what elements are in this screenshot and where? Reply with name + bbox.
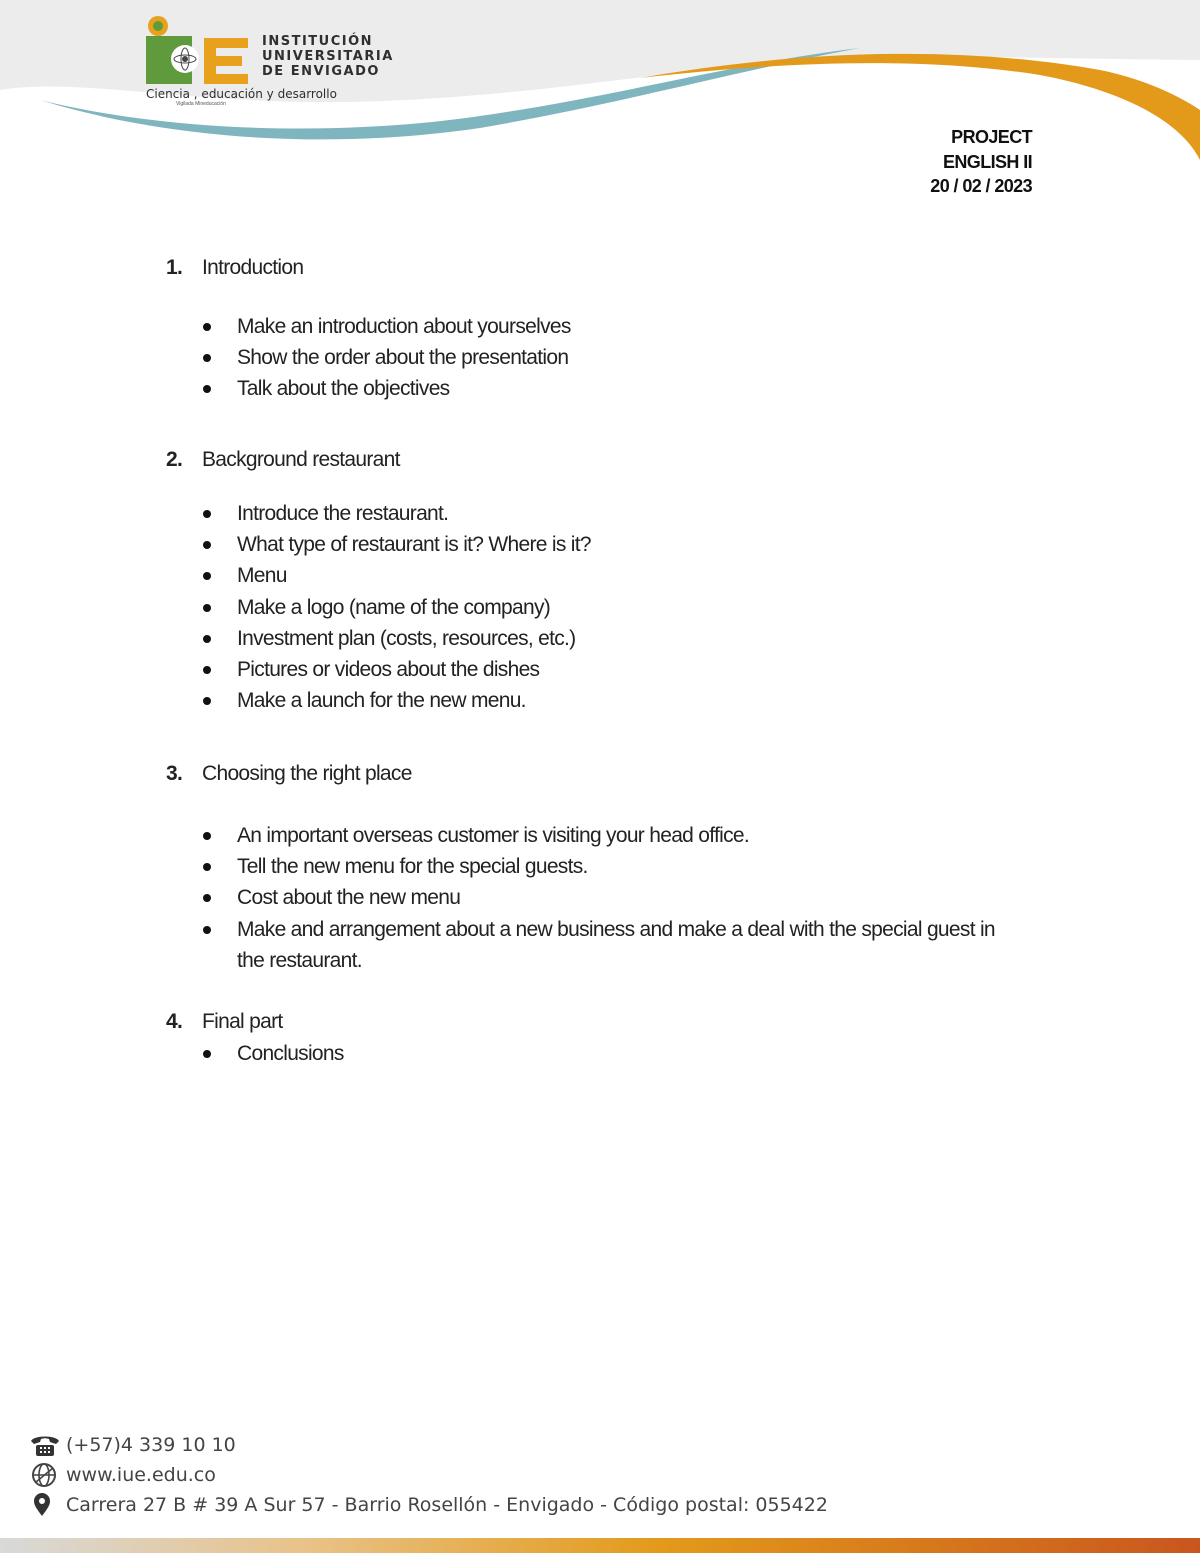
list-item-text: Introduce the restaurant.: [237, 502, 449, 525]
list-item: [200, 498, 591, 529]
section-1-list: [200, 311, 571, 405]
section-number: 4.: [166, 1010, 183, 1033]
list-item-text: Tell the new menu for the special guests.: [237, 855, 588, 879]
section-number: 1.: [166, 256, 183, 279]
list-item-text: Make and arrangement about a new business and make a deal with the special guest in the restaurant.: [237, 917, 995, 972]
bullet-icon: [203, 894, 211, 902]
list-item: [200, 592, 591, 623]
bullet-icon: [203, 604, 211, 612]
institution-name: [262, 34, 394, 79]
bullet-icon: [203, 666, 211, 674]
list-item: [200, 342, 571, 373]
list-item: [200, 623, 591, 654]
location-pin-icon: [28, 1492, 62, 1518]
section-title: Background restaurant: [202, 448, 400, 471]
logo-tagline: Ciencia , educación y desarrollo: [146, 87, 337, 101]
bullet-icon: [203, 541, 211, 549]
list-item: [200, 560, 591, 591]
section-2-list: [200, 498, 591, 716]
list-item-text: An important overseas customer is visiting your head office.: [237, 824, 750, 847]
doc-title-line-1: PROJECT: [951, 127, 1032, 147]
list-item: [200, 882, 997, 913]
bullet-icon: [203, 832, 211, 840]
list-item-text: Menu: [237, 564, 287, 588]
list-item: [200, 311, 571, 342]
section-number: 3.: [166, 762, 183, 785]
list-item: [200, 820, 997, 851]
institution-name-line-2: UNIVERSITARIA: [262, 49, 394, 64]
section-title: Introduction: [202, 256, 304, 279]
phone-number: (+57)4 339 10 10: [66, 1434, 236, 1456]
list-item: [200, 685, 591, 716]
institution-name-line-3: DE ENVIGADO: [262, 64, 380, 79]
section-heading-2: [166, 448, 400, 472]
logo-subtagline: Vigilada Mineducación: [176, 101, 226, 107]
list-item: [200, 851, 997, 882]
footer-color-bar: [0, 1538, 1200, 1553]
document-meta: [930, 125, 1032, 199]
section-heading-1: [166, 256, 303, 280]
phone-icon: [28, 1432, 62, 1458]
bullet-icon: [203, 697, 211, 705]
footer-contact: [28, 1430, 828, 1520]
section-title: Final part: [202, 1010, 283, 1033]
website-link[interactable]: www.iue.edu.co: [66, 1464, 216, 1486]
doc-date: 20 / 02 / 2023: [930, 176, 1032, 196]
list-item-text: What type of restaurant is it? Where is it?: [237, 533, 591, 557]
section-3-list: [200, 820, 997, 976]
bullet-icon: [203, 863, 211, 871]
bullet-icon: [203, 572, 211, 580]
bullet-icon: [203, 385, 211, 393]
list-item-text: Cost about the new menu: [237, 886, 461, 910]
list-item: [200, 529, 591, 560]
bullet-icon: [203, 635, 211, 643]
section-heading-3: [166, 762, 412, 786]
footer-phone: [28, 1430, 828, 1460]
list-item: [200, 654, 591, 685]
bullet-icon: [203, 510, 211, 518]
list-item-text: Make a logo (name of the company): [237, 595, 551, 619]
section-title: Choosing the right place: [202, 762, 412, 785]
list-item-text: Make a launch for the new menu.: [237, 689, 526, 713]
institution-name-line-1: INSTITUCIÓN: [262, 34, 374, 49]
bullet-icon: [203, 926, 211, 934]
list-item-text: Show the order about the presentation: [237, 346, 569, 370]
list-item-text: Investment plan (costs, resources, etc.): [237, 626, 576, 650]
doc-title-line-2: ENGLISH II: [942, 151, 1032, 172]
bullet-icon: [203, 1050, 211, 1058]
list-item: [200, 1038, 344, 1069]
list-item-text: Make an introduction about yourselves: [237, 315, 571, 338]
bullet-icon: [203, 323, 211, 331]
footer-address: [28, 1490, 828, 1520]
list-item: [200, 914, 997, 976]
list-item-text: Talk about the objectives: [237, 377, 450, 401]
globe-icon: [28, 1462, 62, 1488]
section-number: 2.: [166, 448, 183, 471]
list-item-text: Pictures or videos about the dishes: [237, 658, 540, 682]
list-item: [200, 373, 571, 404]
section-4-list: [200, 1038, 344, 1069]
address-text: Carrera 27 B # 39 A Sur 57 - Barrio Rosellón - Envigado - Código postal: 055422: [66, 1494, 828, 1516]
section-heading-4: [166, 1010, 283, 1034]
bullet-icon: [203, 354, 211, 362]
footer-website: [28, 1460, 828, 1490]
list-item-text: Conclusions: [237, 1042, 344, 1065]
